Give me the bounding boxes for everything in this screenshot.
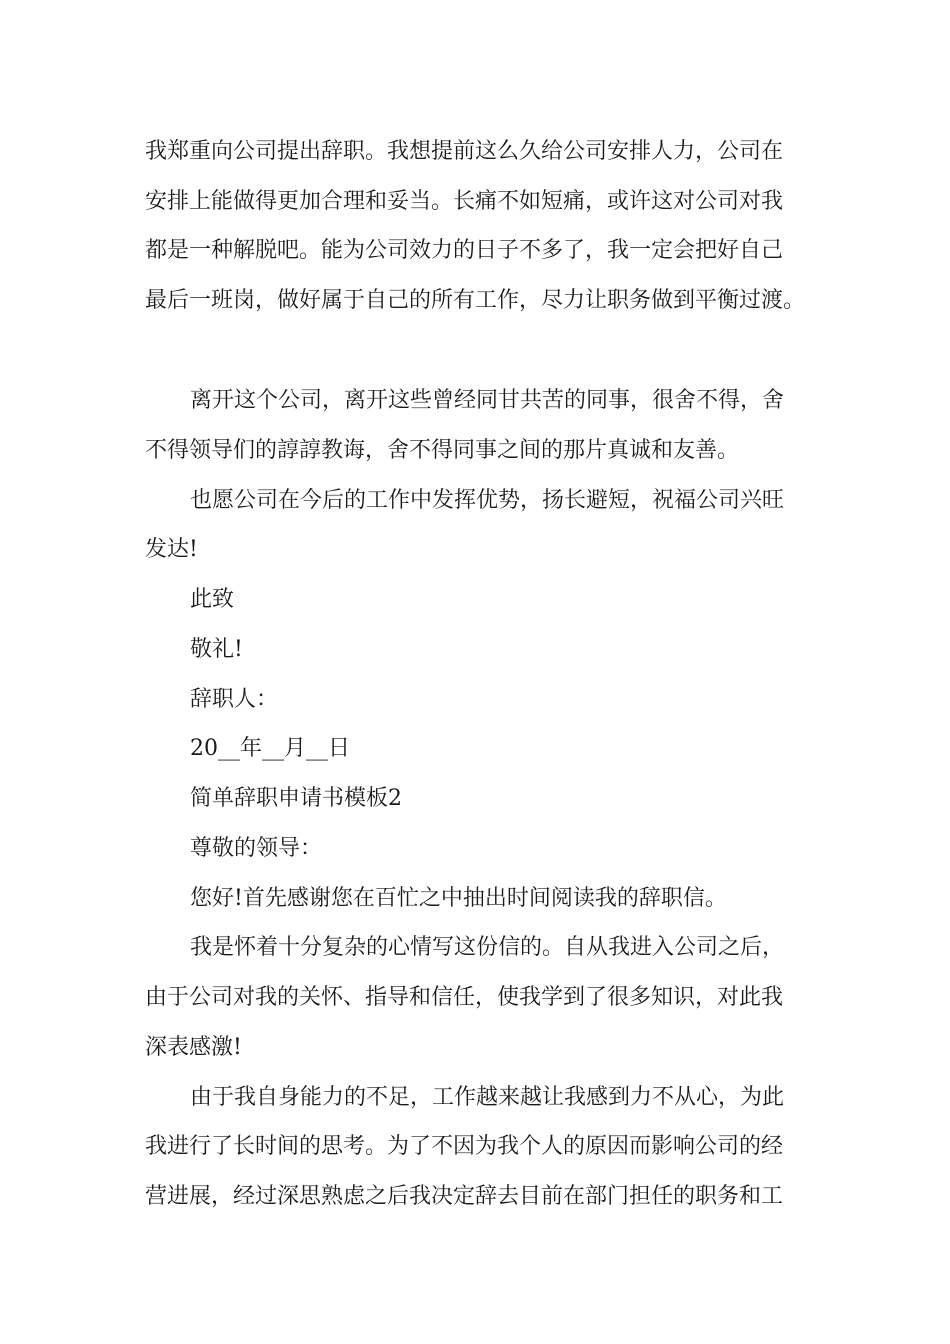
text-line: 安排上能做得更加合理和妥当。长痛不如短痛，或许这对公司对我: [145, 189, 784, 214]
text-line: 您好!首先感谢您在百忙之中抽出时间阅读我的辞职信。: [190, 886, 727, 911]
text-line: 深表感激!: [145, 1035, 242, 1060]
section-title: 简单辞职申请书模板2: [190, 786, 402, 811]
text-line: 由于我自身能力的不足，工作越来越让我感到力不从心，为此: [190, 1085, 785, 1110]
text-line: 都是一种解脱吧。能为公司效力的日子不多了，我一定会把好自己: [145, 238, 784, 263]
text-line: 也愿公司在今后的工作中发挥优势，扬长避短，祝福公司兴旺: [190, 488, 785, 513]
text-line: 我进行了长时间的思考。为了不因为我个人的原因而影响公司的经: [145, 1134, 784, 1159]
text-line: 最后一班岗，做好属于自己的所有工作，尽力让职务做到平衡过渡。: [145, 288, 806, 313]
greeting-line: 尊敬的领导：: [190, 836, 323, 861]
text-line: 我郑重向公司提出辞职。我想提前这么久给公司安排人力，公司在: [145, 139, 784, 164]
text-line: 离开这个公司，离开这些曾经同甘共苦的同事，很舍不得，舍: [190, 388, 785, 413]
salutation-line: 敬礼!: [190, 637, 243, 662]
closing-line: 此致: [190, 587, 235, 612]
signature-label: 辞职人：: [190, 687, 279, 712]
text-line: 不得领导们的諄諄教诲，舍不得同事之间的那片真诚和友善。: [145, 438, 740, 463]
date-line: 20__年__月__日: [190, 736, 350, 761]
text-line: 营进展，经过深思熟虑之后我决定辞去目前在部门担任的职务和工: [145, 1184, 784, 1209]
text-line: 我是怀着十分复杂的心情写这份信的。自从我进入公司之后，: [190, 935, 785, 960]
text-line: 发达!: [145, 537, 198, 562]
text-line: 由于公司对我的关怀、指导和信任，使我学到了很多知识，对此我: [145, 985, 784, 1010]
